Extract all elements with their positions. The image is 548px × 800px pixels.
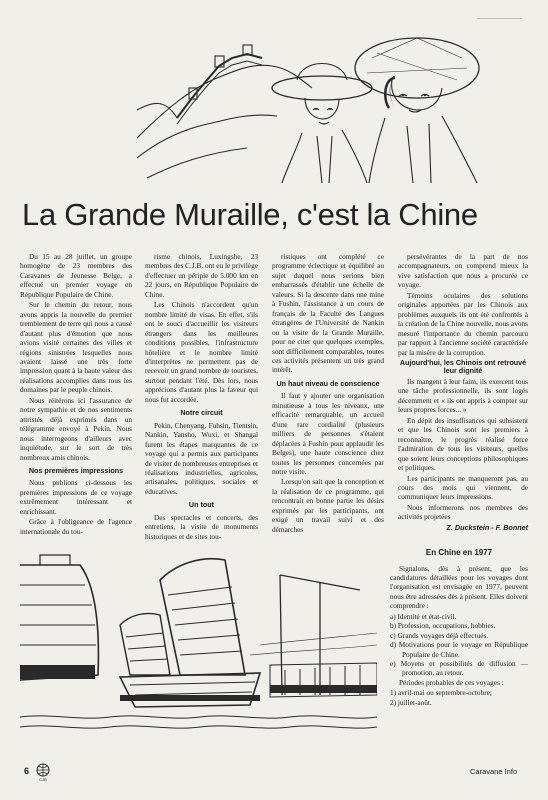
list-item: c) Grands voyages déjà effectués.: [390, 630, 489, 640]
paragraph: persévérantes de la part de nos accompagnateurs, on comprend mieux la vive satisfaction que nous a procurée ce voyage.: [398, 252, 528, 290]
great-wall-illustration: [137, 18, 522, 183]
paragraph: Signalons, dès à présent, que les candidatures détaillées pour les voyages dont l'organisation est envisagée en 1977, peuvent nous être adressées dès à présent. Elles doivent comprendre :: [390, 563, 528, 611]
article-column-3: [272, 252, 384, 535]
paragraph: ristiques ont complété ce programme éclectique et équilibré au sujet duquel nous serions bien embarrassés d'établir une échelle de valeurs. Si la descente dans une mine à Fushin, l'assistance à un cours de français de la Faculté des Langues étrangères de l'Université de Nankin ou la visite de la Grande Muraille, pour ne citer que quelques exemples, sont difficilement comparables, toutes ces activités présentent un très grand intérêt.: [272, 252, 384, 375]
article-column-2: [145, 252, 258, 542]
paragraph: Du 15 au 28 juillet, un groupe homogène de 23 membres des Caravanes de Jeunesse Belge, a effectué un premier voyage en République Populaire de Chine.: [20, 252, 132, 299]
criteria-list: [390, 612, 528, 678]
info-box: [390, 549, 528, 707]
paragraph: Des spectacles et concerts, des entretiens, la visite de monuments historiques et de sites tou-: [145, 512, 258, 541]
logo-text: CJB: [39, 777, 47, 782]
paragraph: Pekin, Chenyang, Fuhsin, Tientsin, Nankin, Yansho, Wuxi, et Shangaï furent les étapes marquantes de ce voyage qui a permis aux participants de visiter de nombreuses entreprises et réalisations industrielles, agricoles, artisanales, politiques, sociales et éducatives.: [145, 420, 258, 496]
list-item: a) Identité et état-civil.: [390, 611, 457, 621]
paragraph: Grâce à l'obligeance de l'agence internationale du tou-: [20, 517, 132, 536]
paragraph: risme chinois, Luxingshe, 23 membres des C.J.B. ont eu le privilège d'effectuer un périple de 5.000 km en 22 jours, en République Populaire de Chine.: [145, 252, 258, 299]
article-title: La Grande Muraille, c'est la Chine: [22, 197, 478, 232]
junk-boat-illustration: [20, 545, 377, 735]
signature: Z. Duckstein - F. Bonnet: [446, 522, 528, 532]
periods-list: [390, 688, 528, 707]
paragraph: Sur le chemin du retour, nous avons appris la nouvelle du premier tremblement de terre qui nous a causé d'autant plus d'émotion que nous avions visité certaines des villes et régions sinistrées lesquelles nous avaient laissé une très forte impression quant à la haute valeur des réalisations accomplies dans tous les domaines par le peuple chinois.: [20, 300, 132, 395]
section-heading: Nos premières impressions: [28, 465, 124, 475]
paragraph: Lorsqu'on sait que la conception et la réalisation de ce programme, qui rencontrait en bonne partie les désirs exprimés par les participants, ont exigé un travail suivi et des démarches: [272, 477, 384, 534]
paragraph: Périodes probables de ces voyages :: [399, 677, 504, 687]
list-item: e) Moyens et possibilités de diffusion — promotion, au retour.: [390, 659, 528, 678]
paragraph: Les participants ne manqueront pas, au cours des mois qui viennent, de communiquer leurs impressions.: [398, 473, 528, 502]
section-heading: Notre circuit: [180, 408, 223, 418]
article-column-1: [20, 252, 132, 537]
article-column-4: [398, 252, 528, 532]
paragraph: Nous informerons nos membres des activités projetées: [398, 502, 528, 522]
section-heading: Un haut niveau de conscience: [276, 378, 380, 388]
paragraph: Les Chinois n'accordent qu'un nombre limité de visas. En effet, s'ils ont le souci d'accueillir les visiteurs étrangers dans les meilleures conditions possibles, l'infrastructure hôtelière et le nombre limité d'interprètes ne permettent pas de recevoir un grand nombre de touristes, surtout pendant l'été. Dès lors, nous apprécions d'autant plus la faveur qui nous fut accordée.: [145, 300, 258, 404]
list-item: 1) avril-mai ou septembre-octobre;: [390, 688, 492, 698]
page-number: 6: [24, 766, 30, 776]
list-item: b) Profession, occupations, hobbies.: [390, 621, 496, 631]
paragraph: Ils mangent à leur faim, ils exercent tous une tâche professionnelle, ils sont logés décemment et « ils ont appris à compter sur leurs propres forces... »: [398, 376, 528, 415]
section-heading: Aujourd'hui, les Chinois ont retrouvé leur dignité: [399, 357, 527, 376]
list-item: d) Motivations pour le voyage en République Populaire de Chine.: [390, 640, 528, 659]
paragraph: Il faut y ajouter une organisation minutieuse à tous les niveaux, une efficacité remarquable, un accueil d'une rare cordialité (plusieurs milliers de personnes s'étaient déplacées à Fushin pour applaudir les Belges), une haute conscience chez toutes les personnes concernées par notre visite.: [272, 391, 384, 477]
section-heading: Un tout: [188, 500, 215, 510]
paragraph: Témoins oculaires des solutions originales apportées par les Chinois aux problèmes auxquels ils ont été confrontés à la création de la Chine nouvelle, nous avons mesuré l'importance du chemin parcouru par rapport à l'ancienne société caractérisée par la misère de la corruption.: [398, 290, 528, 357]
paragraph: Nous publions ci-dessous les premières impressions de ce voyage extrêmement intéressant et enrichissant.: [20, 478, 132, 516]
paragraph: En dépit des insuffisances qui subsistent et que les Chinois sont les premiers à reconnaître, le progrès réalisé force l'admiration de tous les visiteurs, quelles que soient leurs conceptions philosophiques et politiques.: [398, 415, 528, 473]
globe-logo-icon: [36, 763, 50, 777]
list-item: 2) juillet-août.: [390, 697, 432, 707]
box-heading: En Chine en 1977: [425, 548, 493, 557]
paragraph: Nous réitérons ici l'assurance de notre sympathie et de nos sentiments attristés déjà exprimés dans un télégramme envoyé à Pekin. Nous nous interrogeons d'ailleurs avec inquiétude, sur le sort de très nombreux amis chinois.: [20, 395, 132, 462]
publication-name: Caravane Info: [470, 767, 518, 776]
